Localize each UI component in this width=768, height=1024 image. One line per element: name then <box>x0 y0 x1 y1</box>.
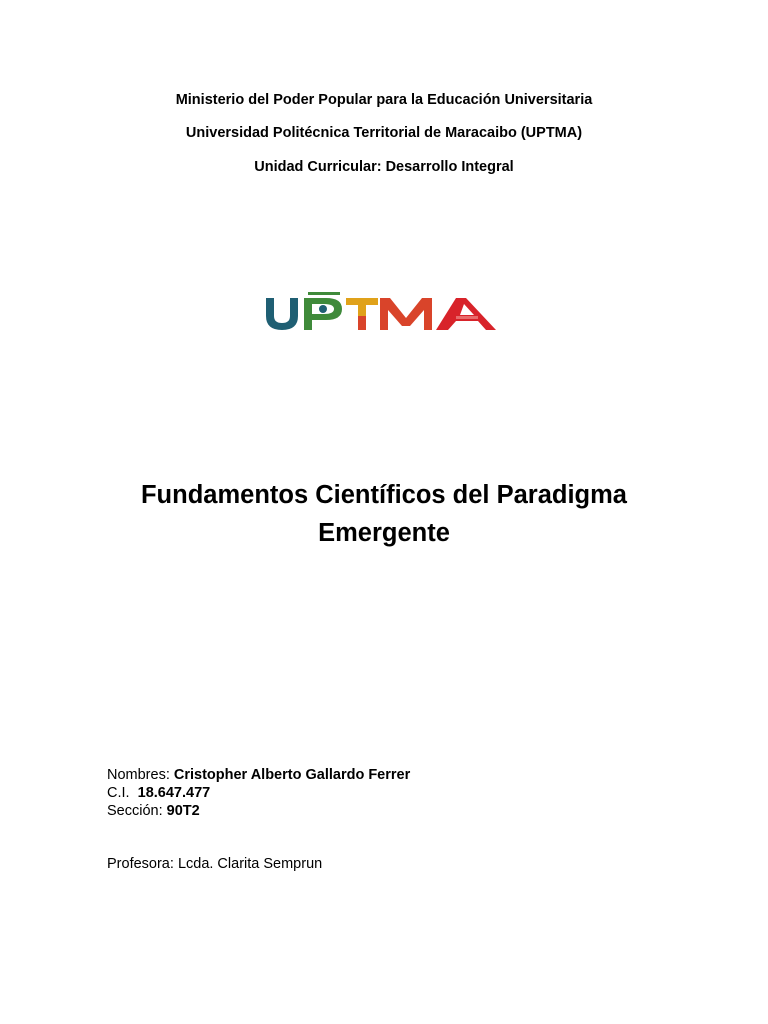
section-label: Sección: <box>107 803 163 819</box>
name-row <box>107 766 410 784</box>
teacher-label: Profesora: <box>107 856 174 872</box>
ci-value: 18.647.477 <box>137 785 211 801</box>
ci-label: C.I. <box>107 785 130 801</box>
university-line: Universidad Politécnica Territorial de Maracaibo (UPTMA) <box>185 125 583 141</box>
name-value: Cristopher Alberto Gallardo Ferrer <box>173 767 411 783</box>
section-value: 90T2 <box>166 803 200 819</box>
teacher-line <box>107 855 322 873</box>
title-line-1: Fundamentos Científicos del Paradigma <box>140 481 627 509</box>
section-row <box>107 802 410 820</box>
ministry-line: Ministerio del Poder Popular para la Educación Universitaria <box>175 92 593 108</box>
document-title <box>0 476 768 552</box>
student-info <box>107 766 410 820</box>
course-line: Unidad Curricular: Desarrollo Integral <box>254 159 514 175</box>
teacher-value: Lcda. Clarita Semprun <box>177 856 323 872</box>
name-label: Nombres: <box>107 767 170 783</box>
title-line-2: Emergente <box>318 519 450 547</box>
ci-row <box>107 784 410 802</box>
uptma-logo <box>260 286 500 338</box>
